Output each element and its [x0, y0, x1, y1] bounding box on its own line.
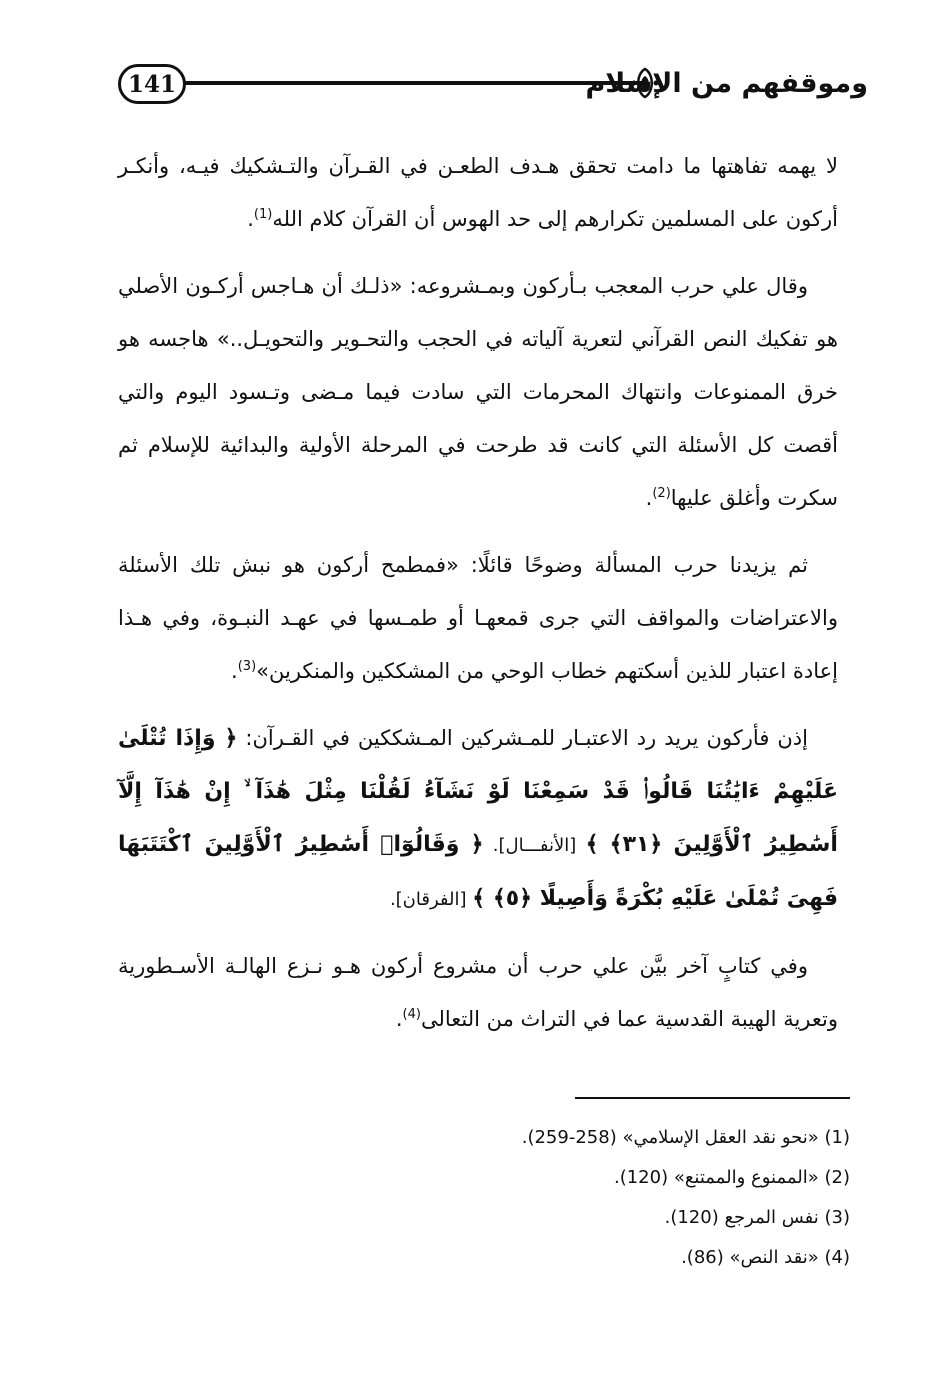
footnote-ref-4[interactable]: (4) — [402, 1007, 421, 1022]
footnote-2: (2) «الممنوع والممتنع» (120). — [613, 1167, 850, 1188]
running-title: وموقفهم من الإسلام — [585, 68, 868, 99]
paragraph-1-text: لا يهمه تفاهتها ما دامت تحقق هـدف الطعـن في القـرآن والتـشكيك فيـه، وأنكـر أركون على المسلمين تكرارهم إلى حد الهوس أن القرآن كلام الله — [118, 154, 838, 231]
quran-verse-1: ﴿ وَإِذَا تُتْلَىٰ عَلَيْهِمْ ءَايَٰتُنَا قَالُوا۟ قَدْ سَمِعْنَا لَوْ نَشَآءُ لَقُلْنَا مِثْلَ هَٰذَآ ۙ إِنْ هَٰذَآ إِلَّآ أَسَٰطِيرُ ٱلْأَوَّلِينَ ﴿٣١﴾ ﴾ — [118, 726, 838, 857]
body-text — [118, 140, 838, 1060]
footnote-ref-1[interactable]: (1) — [253, 207, 273, 222]
paragraph-4 — [118, 712, 838, 926]
footnote-separator — [575, 1097, 850, 1099]
footnotes — [300, 1118, 850, 1278]
paragraph-5 — [118, 940, 838, 1046]
footnote-4: (4) «نقد النص» (86). — [681, 1247, 850, 1268]
paragraph-3-text: ثم يزيدنا حرب المسألة وضوحًا قائلًا: «فمطمح أركون هو نبش تلك الأسئلة والاعتراضات والمواقف التي جرى قمعهـا أو طمـسها في عهـد النبـوة، وفي هـذا إعادة اعتبار للذين أسكتهم خطاب الوحي من المشككين والمنكرين» — [118, 553, 838, 683]
paragraph-4-intro: إذن فأركون يريد رد الاعتبـار للمـشركين المـشككين في القـرآن: — [237, 726, 808, 750]
paragraph-3-end: . — [231, 659, 238, 683]
paragraph-2 — [118, 260, 838, 525]
paragraph-1 — [118, 140, 838, 246]
header-rule — [184, 81, 644, 85]
paragraph-5-text: وفي كتابٍ آخر بيَّن علي حرب أن مشروع أركون هـو نـزع الهالـة الأسـطورية وتعرية الهيبة القدسية عما في التراث من التعالى — [118, 954, 838, 1031]
paragraph-1-end: . — [247, 207, 254, 231]
footnote-1: (1) «نحو نقد العقل الإسلامي» (258-259). — [521, 1127, 850, 1148]
surah-ref-1: [الأنفـــال]. — [483, 835, 586, 856]
footnote-ref-2[interactable]: (2) — [652, 486, 671, 501]
footnote-ref-3[interactable]: (3) — [237, 659, 257, 674]
page-header — [118, 58, 868, 114]
footnote-3: (3) نفس المرجع (120). — [664, 1207, 850, 1228]
paragraph-2-text: وقال علي حرب المعجب بـأركون وبمـشروعه: «ذلـك أن هـاجس أركـون الأصلي هو تفكيك النص القرآني لتعرية آلياته في الحجب والتحـوير والتحويـل..» هاجسه هو خرق الممنوعات وانتهاك المحرمات التي سادت فيما مـضى وتـسود اليوم والتي أقصت كل الأسئلة التي كانت قد طرحت في المرحلة الأولية والبدائية للإسلام ثم سكرت وأغلق عليها — [118, 274, 838, 510]
paragraph-2-end: . — [645, 486, 653, 510]
paragraph-5-end: . — [395, 1007, 403, 1031]
page-number: 141 — [118, 64, 186, 104]
quran-verse-2: ﴿ وَقَالُوٓا۟ أَسَٰطِيرُ ٱلْأَوَّلِينَ ٱكْتَتَبَهَا فَهِىَ تُمْلَىٰ عَلَيْهِ بُكْرَةً وَأَصِيلًا ﴿٥﴾ ﴾ — [118, 832, 838, 911]
surah-ref-2: [الفرقان]. — [389, 889, 473, 910]
paragraph-3 — [118, 539, 838, 698]
